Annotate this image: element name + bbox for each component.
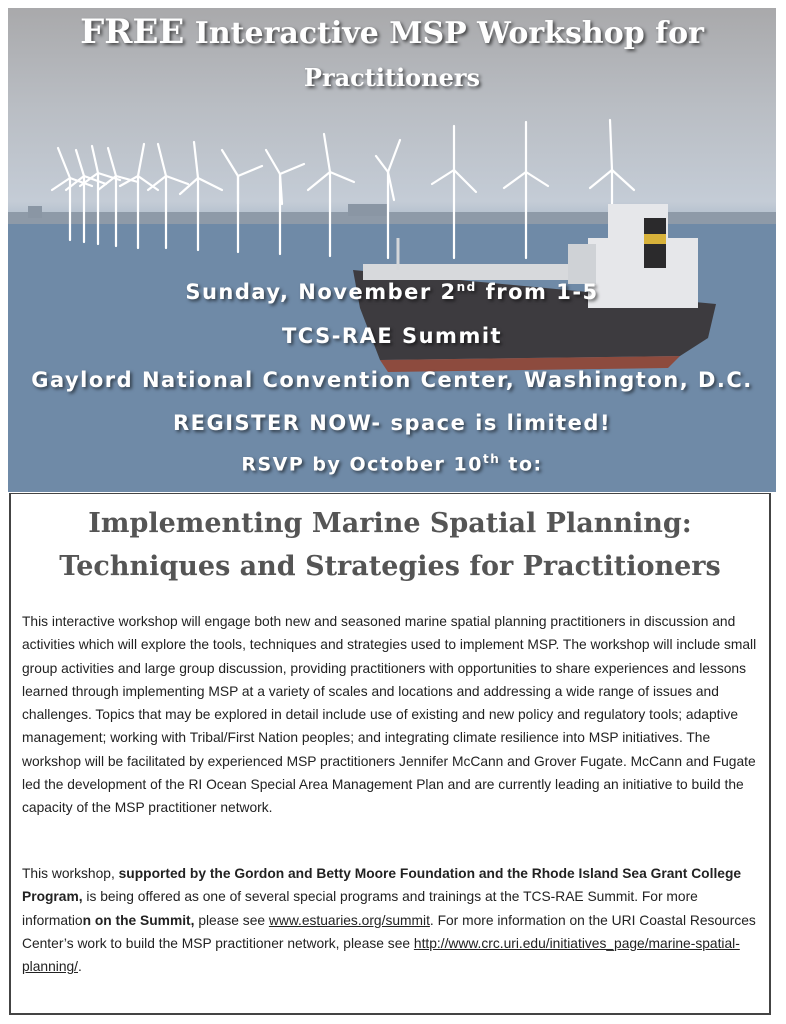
support-sponsors: supported by the Gordon and Betty Moore Foundation and the Rhode Island Sea Grant College Program, [22,866,742,905]
support-text-2: is being offered as one of several special programs and trainings at the TCS-RAE Summit. For more informatio [22,889,698,928]
event-register: REGISTER NOW- space is limited! [172,411,612,435]
hero-title-line2: Practitioners [303,63,481,92]
main-heading-line2: Techniques and Strategies for Practitioners [59,551,721,582]
hero-title-free: FREE [80,12,185,52]
main-heading [11,502,769,588]
hero-title [8,10,776,100]
support-paragraph [22,862,762,978]
support-summit-bold: n on the Summit, [82,912,195,928]
support-text-3: please see [194,912,269,928]
event-rsvp-text: RSVP by October 10 [241,453,483,476]
description-box [9,493,771,1015]
crc-msp-link[interactable]: http://www.crc.uri.edu/initiatives_page/marine-spatial-planning/ [22,935,740,975]
description-paragraph: This interactive workshop will engage both new and seasoned marine spatial planning practitioners in discussion and activities which will explore the tools, techniques and strategies used to implement MSP. The workshop will include small group activities and large group discussion, providing practitioners with opportunities to share experiences and lessons learned through implementing MSP at a variety of scales and locations and addressing a wide range of issues and challenges. Topics that may be explored in detail include use of existing and new policy and regulatory tools; adaptive management; working with Tribal/First Nation peoples; and integrating climate resilience into MSP initiatives. The workshop will be facilitated by experienced MSP practitioners Jennifer McCann and Grover Fugate. McCann and Fugate led the development of the RI Ocean Special Area Management Plan and are currently leading an initiative to build the capacity of the MSP practitioner network. [22,614,757,816]
hero-banner [8,8,776,492]
summit-link[interactable]: www.estuaries.org/summit [268,912,430,928]
support-text-5: . [78,959,82,975]
support-text-1: This workshop, [22,866,119,881]
support-text-4: . For more information on the URI Coastal Resources Center’s work to build the MSP practitioner network, please see [22,912,756,951]
hero-title-rest: Interactive MSP Workshop for [184,16,704,51]
event-venue: Gaylord National Convention Center, Washington, D.C. [31,368,753,392]
event-date-time: from 1-5 [476,280,599,304]
event-rsvp-sup: th [482,452,501,466]
event-date-sup: nd [456,280,477,294]
event-summit: TCS-RAE Summit [281,324,503,348]
event-date [8,280,776,304]
event-rsvp-post: to: [500,453,543,476]
event-rsvp [8,452,776,475]
main-heading-line1: Implementing Marine Spatial Planning: [88,508,692,539]
event-date-text: Sunday, November 2 [185,280,457,304]
